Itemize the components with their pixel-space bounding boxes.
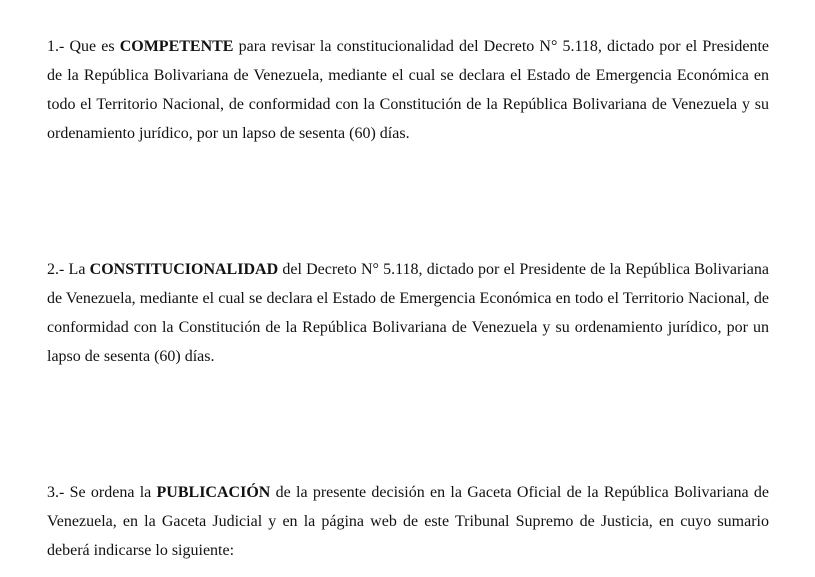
paragraph-1-prefix: 1.- Que es [47,38,120,55]
paragraph-2-emphasis: CONSTITUCIONALIDAD [89,261,279,278]
paragraph-3-emphasis: PUBLICACIÓN [156,484,271,501]
paragraph-2 [47,255,769,371]
paragraph-2-text: del Decreto N° 5.118, dictado por el Presidente de la República Bolivariana de Venezuela, mediante el cual se declara el Estado de Emergencia Económica en todo el Territorio Nacional, de conformidad con la Constitución de la República Bolivariana de Venezuela y su ordenamiento jurídico, por un lapso de sesenta (60) días. [47,261,770,365]
paragraph-2-prefix: 2.- La [47,261,90,278]
paragraph-3 [47,478,769,565]
paragraph-1-text: para revisar la constitucionalidad del Decreto N° 5.118, dictado por el Presidente de la República Bolivariana de Venezuela, mediante el cual se declara el Estado de Emergencia Económica en todo el Territorio Nacional, de conformidad con la Constitución de la República Bolivariana de Venezuela y su ordenamiento jurídico, por un lapso de sesenta (60) días. [47,38,770,142]
paragraph-3-prefix: 3.- Se ordena la [47,484,157,501]
paragraph-3-text: de la presente decisión en la Gaceta Oficial de la República Bolivariana de Venezuela, en la Gaceta Judicial y en la página web de este Tribunal Supremo de Justicia, en cuyo sumario deberá indicarse lo siguiente: [47,484,769,559]
paragraph-1-emphasis: COMPETENTE [119,38,234,55]
paragraph-1 [47,32,769,148]
